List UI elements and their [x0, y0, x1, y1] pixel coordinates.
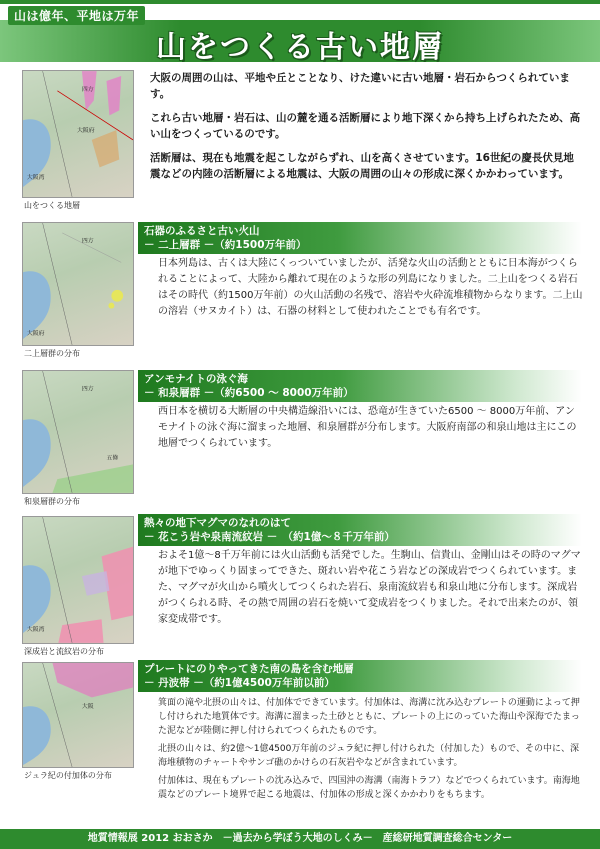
section-header-granite — [138, 514, 582, 546]
map-figure — [23, 663, 133, 767]
section-body-nijo — [158, 256, 584, 320]
map-caption-granite: 深成岩と流紋岩の分布 — [24, 647, 104, 656]
map-label-3: 大阪府 — [26, 331, 45, 338]
section-header-nijo — [138, 222, 582, 254]
map-figure — [23, 517, 133, 643]
section-title: アンモナイトの泳ぐ海 — [144, 373, 248, 385]
section-paragraph: 日本列島は、古くは大陸にくっついていましたが、活発な火山の活動とともに日本海がつくられることによって、大陸から離れて現在のような形の列島になりました。二上山をつくる岩石はその時代（約1500万年前）の火山活動の名残で、溶岩や火砕流堆積物からなります。二上山の溶岩（サヌカイト）は、石器の材料として使われたことでも有名です。 — [158, 258, 583, 317]
section-subtitle: － 丹波帯 －（約1億4500万年前以前） — [144, 677, 335, 689]
header — [0, 0, 600, 65]
section-title: 石器のふるさと古い火山 — [144, 225, 260, 237]
map-figure — [23, 371, 133, 493]
intro-text — [150, 70, 582, 190]
section-body-izumi — [158, 404, 584, 452]
map-figure — [23, 71, 133, 197]
section-paragraph: 付加体は、現在もプレートの沈み込みで、四国沖の海溝（南海トラフ）などでつくられています。南海地震などのプレート境界で起こる地震は、付加体の形成と深くかかわりをもちます。 — [158, 776, 580, 800]
section-body-tamba — [158, 696, 584, 806]
map-figure — [23, 223, 133, 345]
page-title: 山をつくる古い地層 — [156, 30, 444, 65]
map-caption-tamba: ジュラ紀の付加体の分布 — [24, 771, 112, 780]
intro-paragraph: 大阪の周囲の山は、平地や丘とことなり、けた違いに古い地層・岩石からつくられています。 — [150, 72, 570, 100]
section-paragraph: 西日本を横切る大断層の中央構造線沿いには、恐竜が生きていた6500 ～ 8000万年前、アンモナイトの泳ぐ海に溜まった地層、和泉層群が分布します。大阪府南部の和泉山地は主にこの地層でつくられています。 — [158, 406, 577, 449]
map-caption-izumi: 和泉層群の分布 — [24, 497, 80, 506]
map-label-4: 五條 — [106, 455, 119, 462]
map-label-1: 四方 — [81, 86, 94, 93]
map-image-granite — [22, 516, 134, 644]
header-top-line — [0, 0, 600, 4]
map-label-1: 四方 — [81, 386, 94, 393]
section-header-izumi — [138, 370, 582, 402]
map-label-1: 四方 — [81, 238, 94, 245]
section-paragraph: およそ1億～8千万年前には火山活動も活発でした。生駒山、信貴山、金剛山はその時のマグマが地下でゆっくり固まってできた、斑れい岩や花こう岩などの深成岩でつくられています。また、マグマが火山から噴火してつくられた岩石、泉南流紋岩も和泉山地に分布します。深成岩がつくられる時、その熱で周囲の岩石を焼いて変成岩をつくりました。それで出来たのが、領家変成帯です。 — [158, 550, 581, 625]
map-image-tamba — [22, 662, 134, 768]
map-image-intro — [22, 70, 134, 198]
header-subtitle: 山は億年、平地は万年 — [8, 6, 145, 25]
map-label-3: 大阪府 — [77, 128, 95, 135]
section-subtitle: － 花こう岩や泉南流紋岩 － （約1億～８千万年前） — [144, 531, 395, 543]
section-subtitle: － 二上層群 －（約1500万年前） — [144, 239, 307, 251]
map-caption-nijo: 二上層群の分布 — [24, 349, 80, 358]
section-subtitle: － 和泉層群 －（約6500 ～ 8000万年前） — [144, 387, 354, 399]
map-image-nijo — [22, 222, 134, 346]
footer: 地質情報展 2012 おおさか －過去から学ぼう大地のしくみ－ 産総研地質調査総合センター — [0, 829, 600, 849]
section-header-tamba — [138, 660, 582, 692]
intro-paragraph: これら古い地層・岩石は、山の麓を通る活断層により地下深くから持ち上げられたため、高い山をつくっているのです。 — [150, 112, 581, 140]
map-label-2: 大阪湾 — [26, 175, 45, 182]
section-paragraph: 箕面の滝や北摂の山々は、付加体でできています。付加体は、海溝に沈み込むプレートの運動によって押し付けられた地質体です。海溝に溜まった土砂とともに、プレートの上にのっていた海山や深海でたまった泥などが陸側に押し付けられてつくられたものです。 — [158, 698, 580, 736]
map-caption-intro: 山をつくる地層 — [24, 201, 80, 210]
section-title: プレートにのりやってきた南の島を含む地層 — [144, 663, 354, 675]
map-label-2: 大阪湾 — [26, 627, 45, 634]
section-body-granite — [158, 548, 584, 628]
map-image-izumi — [22, 370, 134, 494]
section-title: 熱々の地下マグマのなれのはて — [144, 517, 291, 529]
map-label-3: 大阪 — [81, 704, 94, 711]
intro-paragraph: 活断層は、現在も地震を起こしながらずれ、山を高くさせています。16世紀の慶長伏見地震などの内陸の活断層による地震は、大阪の周囲の山々の形成に深くかかわっています。 — [150, 152, 574, 180]
section-paragraph: 北摂の山々は、約2億～1億4500万年前のジュラ紀に押し付けられた（付加した）もので、その中に、深海堆積物のチャートやサンゴ礁のかけらの石灰岩やなどが含まれています。 — [158, 744, 579, 768]
